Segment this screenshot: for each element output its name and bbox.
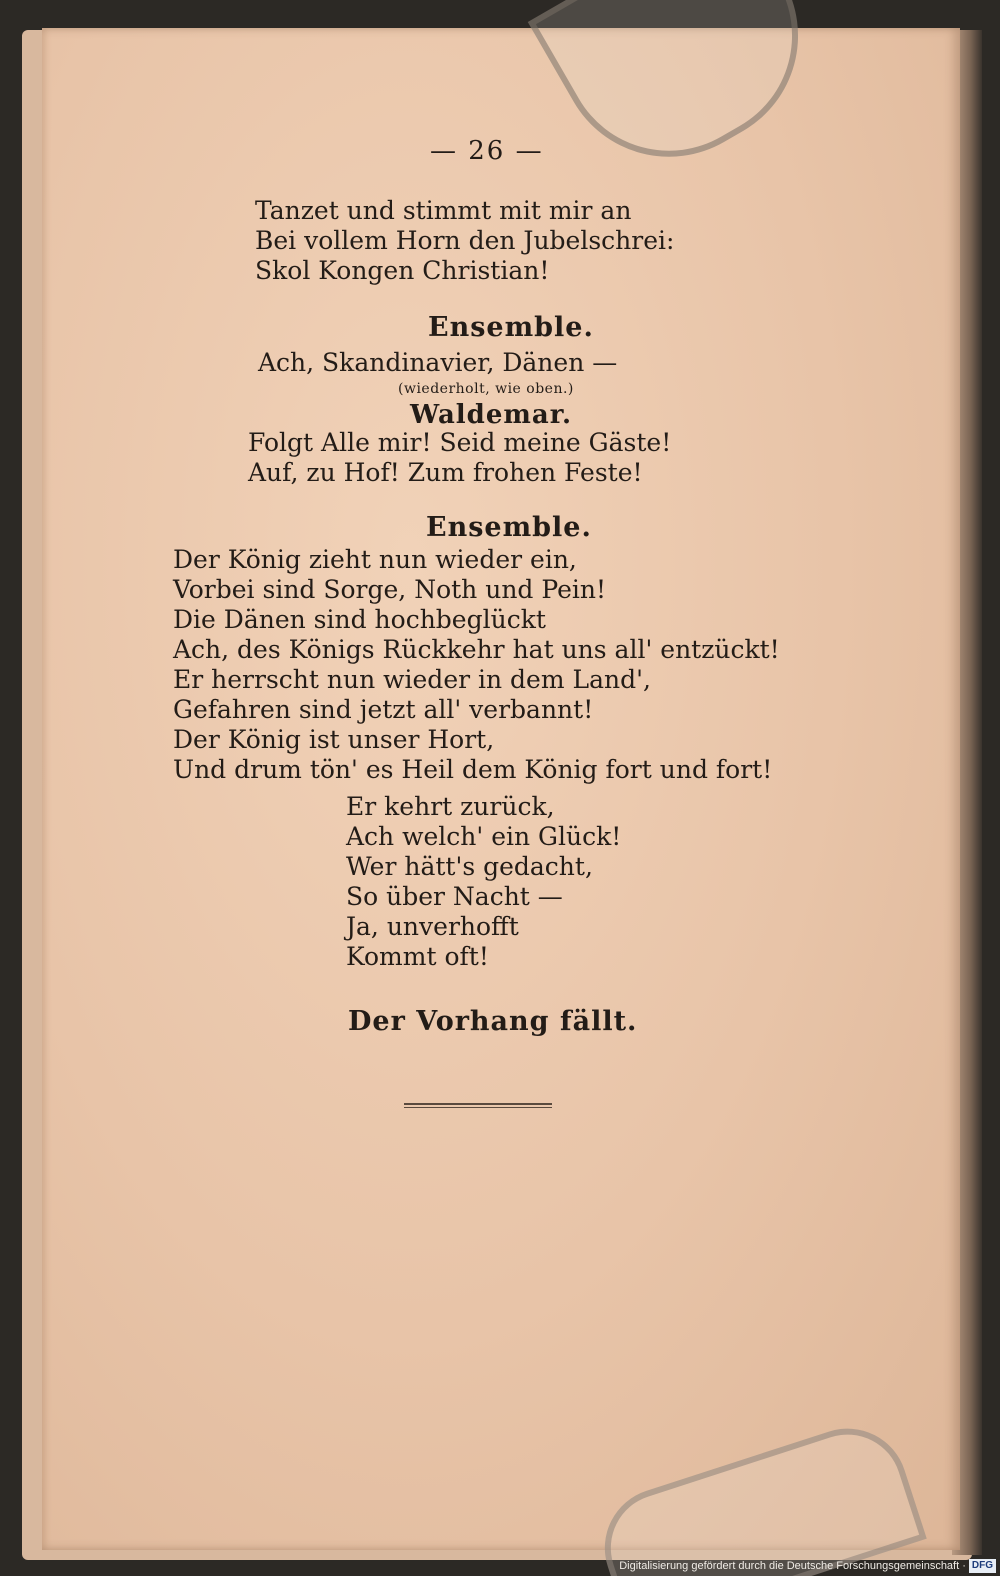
verse-line: Ja, unverhofft [346,912,519,941]
verse-line: Er herrscht nun wieder in dem Land', [173,665,651,694]
stanza-4 [346,792,621,972]
top-page-clip [528,0,839,197]
verse-line: Vorbei sind Sorge, Noth und Pein! [173,575,607,604]
verse-line: Skol Kongen Christian! [255,256,550,285]
verse-line: Folgt Alle mir! Seid meine Gäste! [248,428,672,457]
verse-line: Er kehrt zurück, [346,792,555,821]
verse-line: Und drum tön' es Heil dem König fort und fort! [173,755,773,784]
verse-line: So über Nacht — [346,882,563,911]
verse-line: Ach, des Königs Rückkehr hat uns all' entzückt! [173,635,780,664]
bottom-page-clip [589,1413,927,1576]
digitization-footer [600,1556,996,1576]
verse-line: Ach, Skandinavier, Dänen — [258,348,618,377]
end-rule [404,1103,552,1108]
speaker-heading-ensemble: Ensemble. [426,512,592,543]
stanza-3 [173,545,780,785]
verse-line: Gefahren sind jetzt all' verbannt! [173,695,594,724]
stage-direction: (wiederholt, wie oben.) [398,381,574,397]
closing-line: Der Vorhang fällt. [348,1006,638,1037]
verse-line: Der König zieht nun wieder ein, [173,545,577,574]
stanza-2 [248,428,671,488]
verse-line: Der König ist unser Hort, [173,725,495,754]
footer-text: Digitalisierung gefördert durch die Deutsche Forschungsgemeinschaft · [619,1560,966,1572]
page-number: — 26 — [430,136,544,166]
stanza-1 [255,196,674,286]
verse-line: Ach welch' ein Glück! [346,822,622,851]
verse-line: Bei vollem Horn den Jubelschrei: [255,226,675,255]
speaker-heading-ensemble: Ensemble. [428,312,594,343]
verse-line: Kommt oft! [346,942,489,971]
verse-line: Die Dänen sind hochbeglückt [173,605,546,634]
verse-line: Auf, zu Hof! Zum frohen Feste! [248,458,643,487]
verse-line: Wer hätt's gedacht, [346,852,593,881]
speaker-heading-waldemar: Waldemar. [410,400,573,430]
dfg-logo: DFG [969,1559,996,1573]
verse-line: Tanzet und stimmt mit mir an [255,196,632,225]
